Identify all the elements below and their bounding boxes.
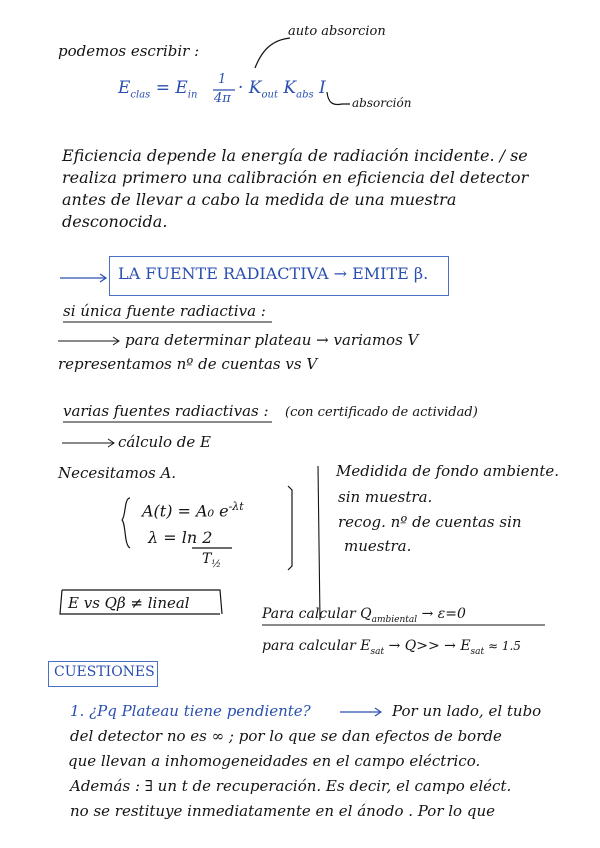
calc2-sub: sat	[370, 646, 385, 657]
formula	[118, 78, 197, 100]
single-source-line2: representamos nº de cuentas vs V	[58, 355, 318, 373]
q1-line3: que llevan a inhomogeneidades en el campo eléctrico.	[68, 752, 481, 770]
formula-rest	[238, 78, 326, 100]
q1-line1	[70, 702, 311, 720]
calc2-text: para calcular E	[262, 638, 371, 654]
single-source-line1: para determinar plateau → variamos V	[125, 331, 419, 349]
calc1	[262, 606, 466, 625]
questions-heading: CUESTIONES	[54, 664, 155, 680]
calc1-text: Para calcular Q	[262, 606, 372, 622]
paragraph1-line1: Eficiencia depende la energía de radiación incidente. / se	[62, 146, 528, 165]
calc1-sub: ambiental	[371, 614, 418, 625]
formula-eq: = E	[155, 78, 188, 98]
multi-source-heading: varias fuentes radiactivas :	[63, 402, 269, 420]
system-eq1-exp: -λt	[228, 500, 244, 513]
necesitamos-text: Necesitamos A.	[58, 464, 177, 482]
intro-text: podemos escribir :	[58, 42, 200, 60]
calc2	[262, 638, 521, 657]
vertical-divider	[318, 466, 320, 620]
background-note-2: sin muestra.	[338, 488, 433, 506]
boxed-relation: E vs Qβ ≠ lineal	[68, 594, 190, 612]
single-source-heading: si única fuente radiactiva :	[63, 302, 266, 320]
formula-kout-sub: out	[261, 89, 278, 101]
formula-frac-num: 1	[218, 72, 227, 87]
system-eq1-base: A(t) = A₀ e	[142, 501, 229, 521]
formula-end: I	[313, 78, 326, 98]
paragraph1-line2: realiza primero una calibración en eficiencia del detector	[62, 168, 529, 187]
paragraph1-line3: antes de llevar a cabo la medida de una muestra	[62, 190, 457, 209]
absorcion-arrow	[327, 92, 350, 105]
formula-mid: · K	[238, 78, 262, 98]
calc2-end: ≈ 1.5	[484, 639, 521, 653]
background-note-4: muestra.	[344, 537, 412, 555]
q1-line4: Además : ∃ un t de recuperación. Es decir, el campo eléct.	[70, 777, 512, 795]
paragraph1-line4: desconocida.	[62, 212, 168, 231]
background-note-3: recog. nº de cuentas sin	[338, 513, 522, 531]
q1-line5: no se restituye inmediatamente en el ánodo . Por lo que	[70, 802, 495, 820]
system-eq1	[142, 500, 244, 520]
calc2-sub2: sat	[470, 646, 485, 657]
system-eq2: λ = ln 2	[148, 528, 213, 547]
q1-question: 1. ¿Pq Plateau tiene pendiente?	[70, 702, 311, 720]
formula-kabs: K	[278, 78, 297, 98]
formula-lhs-sub: clas	[130, 89, 151, 101]
system-eq2-den-base: T	[202, 551, 212, 567]
multi-source-line1: cálculo de E	[118, 433, 211, 451]
formula-lhs: E	[118, 78, 131, 98]
system-right-bracket	[288, 486, 292, 570]
calc2-mid: → Q>> → E	[384, 638, 471, 654]
background-note-1: Medidida de fondo ambiente.	[336, 462, 560, 480]
multi-source-note: (con certificado de actividad)	[285, 405, 478, 420]
auto-absorcion-arrow	[255, 38, 290, 68]
label-absorcion: absorción	[352, 96, 412, 110]
system-eq2-den	[202, 551, 221, 570]
formula-in-sub: in	[187, 89, 198, 101]
formula-kabs-sub: abs	[296, 89, 314, 101]
formula-frac-den: 4π	[214, 91, 231, 106]
calc1-end: → ε=0	[417, 606, 466, 622]
system-eq2-den-sub: ½	[211, 558, 222, 570]
highlight-box-text: LA FUENTE RADIACTIVA → EMITE β.	[118, 264, 429, 283]
q1-line1-answer: Por un lado, el tubo	[392, 702, 542, 720]
q1-line2: del detector no es ∞ ; por lo que se dan efectos de borde	[70, 727, 502, 745]
label-auto-absorcion: auto absorcion	[288, 24, 386, 39]
system-left-brace	[122, 498, 130, 548]
